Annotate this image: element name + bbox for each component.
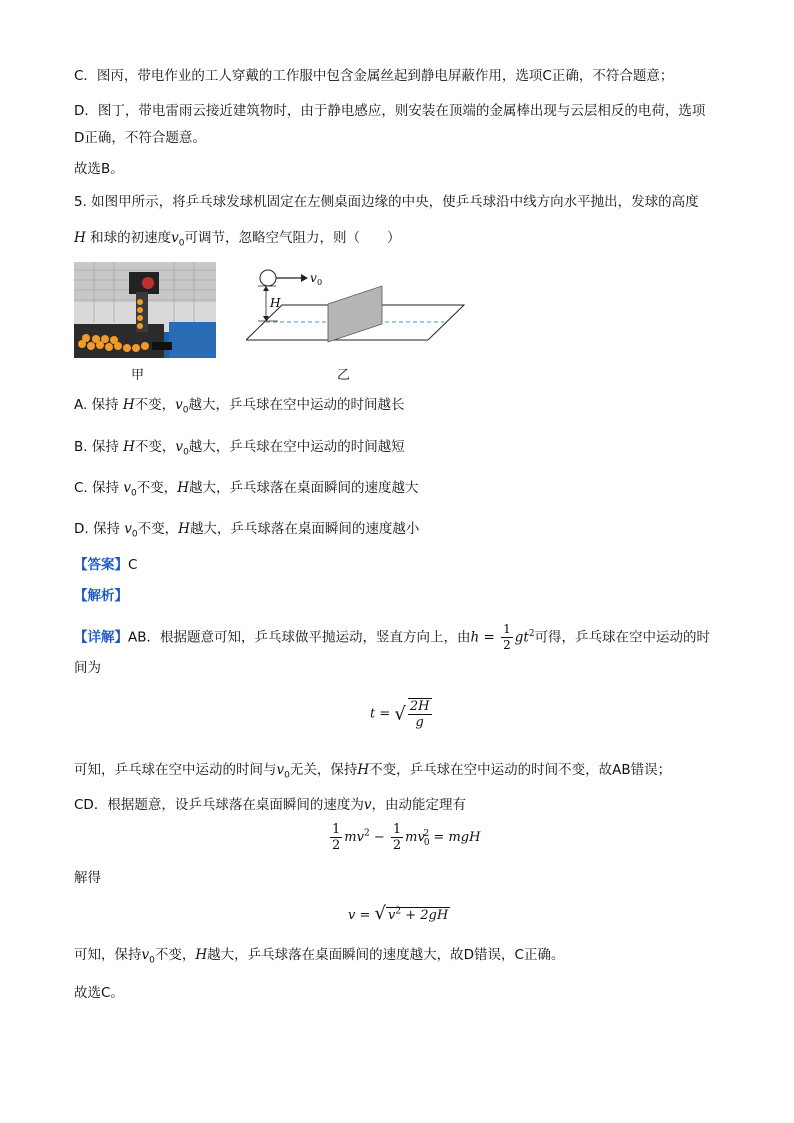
analysis-tag: 【解析】 xyxy=(74,588,128,604)
detail-line4: CD．根据题意，设乒乓球落在桌面瞬间的速度为v，由动能定理有 xyxy=(74,797,466,813)
option-d-explanation-line2: D正确，不符合题意。 xyxy=(74,130,206,146)
question-5-stem-line2: H 和球的初速度$v_0$可调节，忽略空气阻力，则（ ） xyxy=(74,230,401,249)
equation-energy: $\frac{1}{2}$ $mv^2$ − $\frac{1}{2}$ $mv_0^2$ = mgH xyxy=(332,822,481,853)
figure-label-jia: 甲 xyxy=(131,368,145,383)
option-a: A. 保持 H不变，$v_0$越大，乒乓球在空中运动的时间越长 xyxy=(74,397,405,416)
option-d-explanation-line1: D．图丁，带电雷雨云接近建筑物时，由于静电感应，则安装在顶端的金属棒出现与云层相反的电荷，选项 xyxy=(74,103,706,119)
height-label: H xyxy=(270,296,281,310)
option-c-explanation: C．图丙，带电作业的工人穿戴的工作服中包含金属丝起到静电屏蔽作用，选项C正确，不符合题意； xyxy=(74,68,674,84)
table-diagram xyxy=(246,262,468,350)
detail-line2: 间为 xyxy=(74,660,101,676)
detail-line5: 解得 xyxy=(74,870,101,886)
detail-line6: 可知，保持$v_0$不变，H越大，乒乓球落在桌面瞬间的速度越大，故D错误，C正确。 xyxy=(74,947,565,966)
figure-label-yi: 乙 xyxy=(337,368,351,383)
answer-line xyxy=(74,555,137,575)
serving-machine-photo xyxy=(74,262,216,358)
answer-tag: 【答案】 xyxy=(74,557,128,573)
option-c: C. 保持 $v_0$不变，H越大，乒乓球落在桌面瞬间的速度越大 xyxy=(74,480,419,499)
question-5-stem-line1: 5. 如图甲所示，将乒乓球发球机固定在左侧桌面边缘的中央，使乒乓球沿中线方向水平抛出，发球的高度 xyxy=(74,194,699,210)
option-b: B. 保持 H不变，$v_0$越大，乒乓球在空中运动的时间越短 xyxy=(74,439,405,458)
equation-velocity: v = √ $v^2 + 2gH$ xyxy=(348,903,449,924)
detail-line3: 可知，乒乓球在空中运动的时间与$v_0$无关，保持H不变，乒乓球在空中运动的时间不变，故AB错误； xyxy=(74,762,672,781)
final-conclusion: 故选C。 xyxy=(74,985,124,1001)
velocity-subscript: 0 xyxy=(317,278,323,287)
previous-conclusion: 故选B。 xyxy=(74,161,124,177)
option-d: D. 保持 $v_0$不变，H越大，乒乓球落在桌面瞬间的速度越小 xyxy=(74,521,420,540)
equation-time: t = √ $\frac{2H}{g}$ xyxy=(370,699,430,730)
velocity-label: v xyxy=(310,271,317,285)
answer-value: C xyxy=(128,557,138,573)
detail-line1: 【详解】AB．根据题意可知，乒乓球做平抛运动，竖直方向上，由h = $\frac{1}{2}$ $gt^2$可得，乒乓球在空中运动的时 xyxy=(74,622,711,652)
